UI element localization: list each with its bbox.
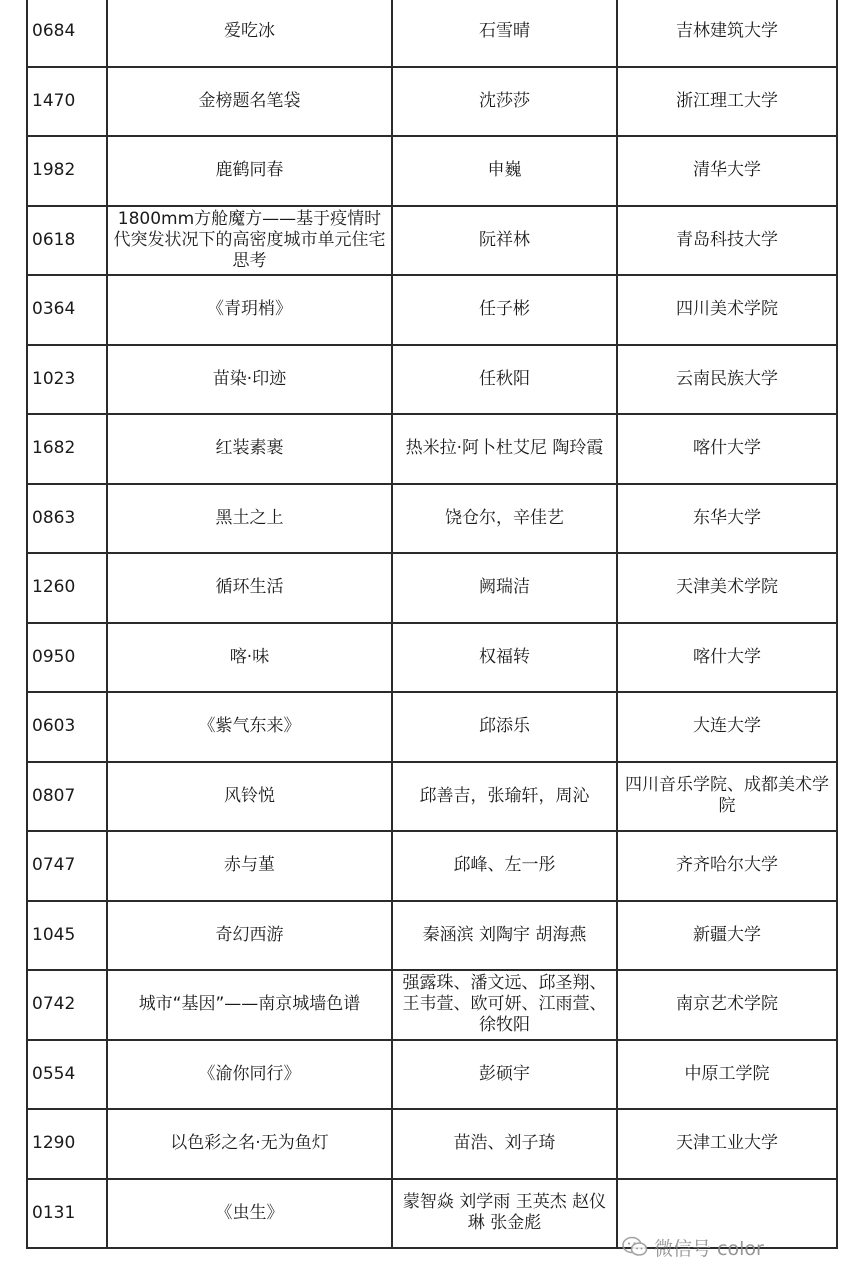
cell-id-text: 0131 — [32, 1202, 76, 1223]
cell-school — [617, 1040, 837, 1110]
table-row — [27, 206, 837, 276]
cell-school-text: 浙江理工大学 — [676, 90, 778, 111]
cell-id — [27, 414, 107, 484]
cell-title-text: 《渝你同行》 — [198, 1063, 301, 1084]
cell-title-text: 风铃悦 — [224, 785, 275, 806]
cell-school — [617, 970, 837, 1040]
cell-id-text: 0364 — [32, 299, 76, 320]
cell-authors-text: 任秋阳 — [479, 368, 530, 389]
cell-id — [27, 1179, 107, 1249]
cell-school — [617, 67, 837, 137]
watermark-text: 微信号 color — [654, 1237, 764, 1260]
cell-id-text: 0618 — [32, 229, 76, 250]
cell-school — [617, 136, 837, 206]
cell-id-text: 1045 — [32, 924, 76, 945]
table-row — [27, 1040, 837, 1110]
cell-id — [27, 484, 107, 554]
cell-id-text: 0684 — [32, 21, 76, 42]
cell-school-text: 天津美术学院 — [676, 577, 778, 598]
cell-title-text: 喀·味 — [229, 646, 270, 667]
cell-authors — [392, 206, 617, 276]
cell-id-text: 0863 — [32, 507, 76, 528]
cell-authors-text: 邱添乐 — [479, 716, 530, 737]
cell-title — [107, 831, 392, 901]
cell-id — [27, 901, 107, 971]
table-row — [27, 484, 837, 554]
cell-authors — [392, 623, 617, 693]
cell-authors-text: 石雪晴 — [479, 21, 530, 42]
cell-authors — [392, 1179, 617, 1249]
cell-title-text: 爱吃冰 — [224, 21, 275, 42]
cell-authors-text: 权福转 — [479, 646, 530, 667]
wechat-icon — [622, 1236, 648, 1258]
table-row — [27, 414, 837, 484]
cell-school — [617, 414, 837, 484]
table-row — [27, 762, 837, 832]
cell-title-text: 鹿鹤同春 — [215, 160, 284, 181]
cell-authors-text: 阙瑞洁 — [479, 577, 530, 598]
cell-authors-text: 邱峰、左一彤 — [453, 855, 556, 876]
cell-school-text: 四川美术学院 — [676, 299, 778, 320]
cell-school-text: 喀什大学 — [693, 646, 761, 667]
cell-school-text: 中原工学院 — [684, 1063, 770, 1084]
cell-id-text: 1470 — [32, 90, 76, 111]
cell-title-text: 《青玥梢》 — [207, 299, 292, 320]
cell-authors — [392, 553, 617, 623]
table-body — [27, 0, 837, 1248]
cell-id-text: 0603 — [32, 716, 76, 737]
cell-title — [107, 623, 392, 693]
cell-id-text: 0742 — [32, 994, 76, 1015]
cell-authors-text: 秦涵滨 刘陶宇 胡海燕 — [422, 924, 587, 945]
cell-title-text: 循环生活 — [215, 577, 284, 598]
cell-title-text: 以色彩之名·无为鱼灯 — [170, 1133, 329, 1154]
cell-school — [617, 901, 837, 971]
cell-id — [27, 0, 107, 67]
cell-id — [27, 553, 107, 623]
table-row — [27, 136, 837, 206]
cell-authors-text: 饶仓尔，辛佳艺 — [445, 507, 564, 528]
cell-id-text: 1682 — [32, 438, 76, 459]
cell-authors — [392, 1040, 617, 1110]
cell-school-text: 齐齐哈尔大学 — [676, 855, 778, 876]
cell-title — [107, 414, 392, 484]
cell-id — [27, 206, 107, 276]
cell-school-text: 四川音乐学院、成都美术学院 — [625, 775, 829, 817]
cell-id — [27, 692, 107, 762]
table-row — [27, 1109, 837, 1179]
cell-authors — [392, 275, 617, 345]
cell-id-text: 1260 — [32, 577, 76, 598]
cell-school — [617, 275, 837, 345]
cell-title — [107, 1040, 392, 1110]
cell-authors — [392, 970, 617, 1040]
cell-title — [107, 1109, 392, 1179]
cell-title-text: 《虫生》 — [215, 1202, 284, 1223]
cell-school — [617, 0, 837, 67]
cell-authors — [392, 901, 617, 971]
cell-authors — [392, 0, 617, 67]
cell-id — [27, 67, 107, 137]
cell-school — [617, 345, 837, 415]
cell-school-text: 南京艺术学院 — [676, 994, 778, 1015]
cell-title-text: 金榜题名笔袋 — [198, 90, 301, 111]
cell-school-text: 喀什大学 — [693, 438, 761, 459]
watermark — [622, 1232, 764, 1262]
cell-school — [617, 762, 837, 832]
cell-id — [27, 275, 107, 345]
table-row — [27, 901, 837, 971]
cell-school-text: 新疆大学 — [693, 924, 761, 945]
cell-title-text: 城市“基因”——南京城墙色谱 — [138, 994, 361, 1015]
cell-school-text: 清华大学 — [693, 160, 761, 181]
cell-school — [617, 692, 837, 762]
cell-id — [27, 345, 107, 415]
cell-id-text: 0554 — [32, 1063, 76, 1084]
cell-school — [617, 623, 837, 693]
cell-school-text: 东华大学 — [693, 507, 761, 528]
cell-authors-text: 申巍 — [487, 160, 522, 181]
cell-authors-text: 邱善吉，张瑜轩，周沁 — [419, 785, 590, 806]
cell-school-text: 吉林建筑大学 — [676, 21, 778, 42]
cell-authors — [392, 1109, 617, 1179]
cell-title-text: 黑土之上 — [215, 507, 284, 528]
cell-title — [107, 345, 392, 415]
cell-id — [27, 1040, 107, 1110]
cell-school-text: 大连大学 — [693, 716, 761, 737]
table-row — [27, 970, 837, 1040]
cell-school — [617, 831, 837, 901]
cell-title — [107, 136, 392, 206]
cell-title — [107, 67, 392, 137]
cell-title — [107, 275, 392, 345]
cell-title-text: 奇幻西游 — [215, 924, 284, 945]
table-row — [27, 0, 837, 67]
cell-title — [107, 206, 392, 276]
cell-title — [107, 692, 392, 762]
cell-title-text: 苗染·印迹 — [212, 368, 287, 389]
table-row — [27, 275, 837, 345]
cell-authors — [392, 762, 617, 832]
table-row — [27, 623, 837, 693]
cell-authors-text: 苗浩、刘子琦 — [453, 1133, 556, 1154]
cell-title — [107, 762, 392, 832]
cell-school-text: 天津工业大学 — [676, 1133, 778, 1154]
cell-title — [107, 553, 392, 623]
cell-id-text: 0747 — [32, 855, 76, 876]
cell-authors — [392, 67, 617, 137]
cell-id-text: 0807 — [32, 785, 76, 806]
cell-authors — [392, 414, 617, 484]
table-row — [27, 553, 837, 623]
cell-authors — [392, 345, 617, 415]
cell-authors-text: 强露珠、潘文远、邱圣翔、王韦萱、欧可妍、江雨萱、徐牧阳 — [402, 973, 607, 1036]
cell-school — [617, 206, 837, 276]
cell-title-text: 1800mm方舱魔方——基于疫情时代突发状况下的高密度城市单元住宅思考 — [113, 208, 386, 271]
cell-title — [107, 0, 392, 67]
cell-school — [617, 484, 837, 554]
table-row — [27, 692, 837, 762]
cell-authors — [392, 831, 617, 901]
awards-table — [26, 0, 838, 1249]
cell-title-text: 赤与堇 — [224, 855, 275, 876]
cell-title — [107, 484, 392, 554]
cell-id — [27, 970, 107, 1040]
cell-id-text: 1290 — [32, 1133, 76, 1154]
cell-school-text: 青岛科技大学 — [676, 229, 778, 250]
cell-school — [617, 1109, 837, 1179]
cell-title — [107, 901, 392, 971]
cell-school — [617, 553, 837, 623]
table-row — [27, 831, 837, 901]
cell-authors — [392, 484, 617, 554]
cell-title — [107, 970, 392, 1040]
cell-authors-text: 热米拉·阿卜杜艾尼 陶玲霞 — [405, 438, 604, 459]
cell-title — [107, 1179, 392, 1249]
cell-id — [27, 1109, 107, 1179]
cell-authors — [392, 136, 617, 206]
cell-authors — [392, 692, 617, 762]
table-row — [27, 67, 837, 137]
cell-authors-text: 彭硕宇 — [479, 1063, 530, 1084]
table-row — [27, 345, 837, 415]
cell-id — [27, 831, 107, 901]
cell-authors-text: 蒙智焱 刘学雨 王英杰 赵仪琳 张金彪 — [402, 1192, 607, 1234]
cell-id-text: 1982 — [32, 160, 76, 181]
cell-title-text: 《紫气东来》 — [198, 716, 301, 737]
cell-authors-text: 阮祥林 — [479, 229, 530, 250]
cell-id-text: 1023 — [32, 368, 76, 389]
cell-id — [27, 623, 107, 693]
cell-school-text: 云南民族大学 — [676, 368, 778, 389]
cell-id — [27, 762, 107, 832]
cell-id — [27, 136, 107, 206]
cell-authors-text: 沈莎莎 — [479, 90, 530, 111]
cell-title-text: 红装素裹 — [215, 438, 284, 459]
cell-id-text: 0950 — [32, 646, 76, 667]
cell-authors-text: 任子彬 — [479, 299, 530, 320]
